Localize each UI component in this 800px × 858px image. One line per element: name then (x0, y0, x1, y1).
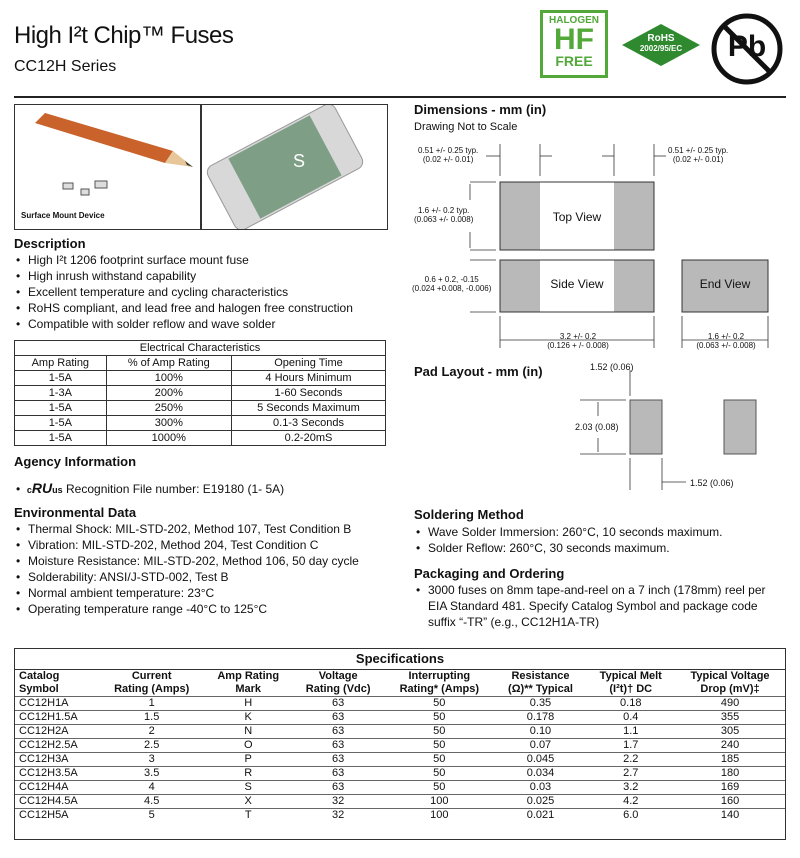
column-header: Catalog Symbol (19, 670, 60, 695)
spec-cell: CC12H4A (15, 781, 99, 795)
header-divider (14, 96, 786, 98)
description-heading: Description (14, 236, 86, 251)
spec-cell: 2.2 (586, 753, 675, 767)
specifications-box (14, 648, 786, 840)
length-dimension (540, 332, 616, 350)
spec-cell: 100 (384, 795, 494, 809)
table-row (15, 371, 386, 386)
column-header: Resistance (Ω)** Typical (508, 670, 573, 695)
spec-cell: 2.7 (586, 767, 675, 781)
spec-cell: 100 (384, 809, 494, 823)
environmental-list (14, 521, 404, 617)
column-header: Typical Melt (I²t)† DC (599, 670, 662, 695)
spec-cell: 355 (675, 711, 785, 725)
cell: 1-5A (15, 371, 107, 386)
agency-heading: Agency Information (14, 454, 137, 469)
dimension-text: 0.51 +/- 0.25 typ. (418, 146, 479, 155)
cell: 1-60 Seconds (231, 386, 385, 401)
cell: 4 Hours Minimum (231, 371, 385, 386)
ul-us-mark: us (52, 485, 63, 495)
spec-cell: 50 (384, 767, 494, 781)
spec-cell: 1.5 (99, 711, 204, 725)
spec-cell: S (204, 781, 292, 795)
environmental-item: • Operating temperature range -40°C to 125°C (14, 601, 404, 617)
spec-cell: 32 (292, 809, 384, 823)
column-header: Interrupting Rating* (Amps) (399, 670, 480, 695)
end-dimension (688, 332, 764, 350)
spec-cell: 63 (292, 725, 384, 739)
cell: 1-5A (15, 401, 107, 416)
table-row (15, 781, 785, 795)
table-row (15, 809, 785, 823)
description-item: • High I²t 1206 footprint surface mount fuse (14, 252, 394, 268)
spec-cell: 3.2 (586, 781, 675, 795)
description-item: • Compatible with solder reflow and wave solder (14, 316, 394, 332)
spec-cell: 63 (292, 697, 384, 711)
ul-c-mark: c (26, 485, 32, 495)
spec-cell: 4.2 (586, 795, 675, 809)
spec-cell: 0.35 (495, 697, 587, 711)
halogen-free-logo (540, 10, 608, 78)
electrical-table-title: Electrical Characteristics (15, 341, 386, 356)
description-item: • High inrush withstand capability (14, 268, 394, 284)
series-name: CC12H Series (14, 58, 117, 75)
end-view-label: End View (699, 277, 751, 291)
spec-cell: 160 (675, 795, 785, 809)
column-header: Amp Rating (15, 356, 107, 371)
spec-cell: 63 (292, 739, 384, 753)
spec-cell: 185 (675, 753, 785, 767)
table-row (15, 753, 785, 767)
description-list (14, 252, 394, 332)
halogen-label: HALOGEN (549, 15, 599, 26)
spec-cell: 0.18 (586, 697, 675, 711)
photo-caption: Surface Mount Device (21, 211, 105, 220)
bullet-icon: • (16, 482, 24, 496)
spec-cell: 0.021 (495, 809, 587, 823)
top-view-label: Top View (552, 210, 602, 224)
cap-dimension-left (418, 146, 478, 164)
spec-cell: 50 (384, 781, 494, 795)
spec-cell: 63 (292, 753, 384, 767)
rohs-logo (620, 22, 702, 68)
spec-cell: 240 (675, 739, 785, 753)
dimension-text: (0.063 +/- 0.008) (696, 341, 756, 350)
spec-cell: 3.5 (99, 767, 204, 781)
cell: 1-3A (15, 386, 107, 401)
column-header: % of Amp Rating (106, 356, 231, 371)
spec-cell: R (204, 767, 292, 781)
spec-cell: 2.5 (99, 739, 204, 753)
spec-cell: 0.03 (495, 781, 587, 795)
spec-cell: CC12H3A (15, 753, 99, 767)
hf-label: HF (554, 23, 594, 56)
pad-layout-heading: Pad Layout - mm (in) (414, 364, 543, 379)
cell: 100% (106, 371, 231, 386)
pad-height-dimension: 2.03 (0.08) (575, 422, 619, 432)
cell: 0.1-3 Seconds (231, 416, 385, 431)
cell: 250% (106, 401, 231, 416)
column-header: Typical Voltage Drop (mV)‡ (690, 670, 770, 695)
table-row (15, 416, 386, 431)
spec-cell: 0.4 (586, 711, 675, 725)
spec-cell: 180 (675, 767, 785, 781)
environmental-item: • Vibration: MIL-STD-202, Method 204, Test Condition C (14, 537, 404, 553)
spec-cell: 169 (675, 781, 785, 795)
spec-cell: X (204, 795, 292, 809)
dimensions-heading: Dimensions - mm (in) (414, 102, 547, 117)
table-row (15, 711, 785, 725)
table-row (15, 401, 386, 416)
cell: 1000% (106, 431, 231, 446)
spec-cell: T (204, 809, 292, 823)
spec-cell: 50 (384, 725, 494, 739)
cell: 300% (106, 416, 231, 431)
spec-cell: 5 (99, 809, 204, 823)
pad-gap-dimension: 1.52 (0.06) (590, 362, 634, 372)
description-item: • RoHS compliant, and lead free and halogen free construction (14, 300, 394, 316)
pb-label: Pb (727, 30, 767, 63)
spec-cell: 0.178 (495, 711, 587, 725)
spec-cell: H (204, 697, 292, 711)
packaging-item: • 3000 fuses on 8mm tape-and-reel on a 7 inch (178mm) reel per EIA Standard 481. Specify Catalog Symbol and package code suffix “-TR” (e.g., CC12H1A-TR) (414, 582, 784, 630)
spec-cell: CC12H1A (15, 697, 99, 711)
environmental-item: • Moisture Resistance: MIL-STD-202, Method 106, 50 day cycle (14, 553, 404, 569)
spec-cell: CC12H3.5A (15, 767, 99, 781)
table-row (15, 725, 785, 739)
spec-cell: CC12H1.5A (15, 711, 99, 725)
spec-cell: 1 (99, 697, 204, 711)
packaging-list (414, 582, 784, 630)
spec-cell: 3 (99, 753, 204, 767)
spec-cell: CC12H5A (15, 809, 99, 823)
soldering-item: • Wave Solder Immersion: 260°C, 10 seconds maximum. (414, 524, 794, 540)
column-header: Voltage Rating (Vdc) (305, 670, 371, 695)
chip-marking: S (293, 151, 306, 171)
table-row (15, 386, 386, 401)
specifications-title: Specifications (15, 649, 785, 670)
spec-cell: 490 (675, 697, 785, 711)
dimension-text: 0.51 +/- 0.25 typ. (668, 146, 729, 155)
table-row (15, 697, 785, 711)
pad-width-dimension: 1.52 (0.06) (690, 478, 734, 488)
dimension-text: 0.6 + 0.2, -0.15 (424, 275, 479, 284)
cap-dimension-right (668, 146, 728, 164)
environmental-item: • Solderability: ANSI/J-STD-002, Test B (14, 569, 404, 585)
spec-cell: 305 (675, 725, 785, 739)
spec-cell: 0.045 (495, 753, 587, 767)
spec-cell: 140 (675, 809, 785, 823)
spec-cell: 50 (384, 711, 494, 725)
specifications-table (15, 670, 785, 822)
spec-cell: 63 (292, 711, 384, 725)
rohs-directive: 2002/95/EC (639, 44, 683, 53)
spec-cell: 1.7 (586, 739, 675, 753)
electrical-characteristics-table (14, 340, 386, 446)
spec-cell: 4 (99, 781, 204, 795)
soldering-list (414, 524, 794, 556)
photo-divider (200, 104, 202, 230)
environmental-item: • Normal ambient temperature: 23°C (14, 585, 404, 601)
cell: 0.2-20mS (231, 431, 385, 446)
table-row (15, 739, 785, 753)
spec-cell: 0.07 (495, 739, 587, 753)
spec-cell: 0.025 (495, 795, 587, 809)
spec-cell: 6.0 (586, 809, 675, 823)
agency-text: Recognition File number: E19180 (1- 5A) (66, 482, 285, 496)
packaging-heading: Packaging and Ordering (414, 566, 565, 581)
dimension-text: (0.02 +/- 0.01) (672, 155, 724, 164)
spec-cell: N (204, 725, 292, 739)
cell: 1-5A (15, 416, 107, 431)
spec-cell: 63 (292, 767, 384, 781)
spec-cell: 50 (384, 739, 494, 753)
spec-cell: 2 (99, 725, 204, 739)
soldering-item: • Solder Reflow: 260°C, 30 seconds maximum. (414, 540, 794, 556)
free-label: FREE (555, 53, 593, 69)
table-row (15, 767, 785, 781)
dimension-text: 1.6 +/- 0.2 typ. (418, 206, 470, 215)
column-header: Amp Rating Mark (217, 670, 280, 695)
spec-cell: CC12H2A (15, 725, 99, 739)
spec-cell: O (204, 739, 292, 753)
spec-cell: K (204, 711, 292, 725)
spec-cell: 1.1 (586, 725, 675, 739)
cell: 200% (106, 386, 231, 401)
table-row (15, 431, 386, 446)
side-view-label: Side View (550, 277, 604, 291)
spec-cell: 50 (384, 753, 494, 767)
width-dimension (414, 206, 473, 224)
spec-cell: 32 (292, 795, 384, 809)
spec-cell: 0.10 (495, 725, 587, 739)
dimension-text: 1.6 +/- 0.2 (707, 332, 745, 341)
ul-recognized-logo: RU (31, 480, 53, 496)
spec-cell: 0.034 (495, 767, 587, 781)
cell: 5 Seconds Maximum (231, 401, 385, 416)
spec-cell: 4.5 (99, 795, 204, 809)
dimension-text: (0.024 +0.008, -0.006) (412, 284, 492, 293)
dimensions-note: Drawing Not to Scale (414, 121, 518, 133)
page-title: High I²t Chip™ Fuses (14, 22, 234, 49)
dimension-text: (0.02 +/- 0.01) (422, 155, 474, 164)
description-item: • Excellent temperature and cycling characteristics (14, 284, 394, 300)
lead-free-logo (710, 12, 784, 86)
column-header: Current Rating (Amps) (114, 670, 190, 695)
spec-cell: CC12H2.5A (15, 739, 99, 753)
agency-line (16, 480, 284, 496)
soldering-heading: Soldering Method (414, 507, 524, 522)
spec-cell: 50 (384, 697, 494, 711)
rohs-label: RoHS (647, 33, 675, 44)
cell: 1-5A (15, 431, 107, 446)
spec-cell: P (204, 753, 292, 767)
height-dimension (412, 275, 491, 293)
dimension-text: (0.063 +/- 0.008) (414, 215, 474, 224)
column-header: Opening Time (231, 356, 385, 371)
environmental-heading: Environmental Data (14, 505, 137, 520)
spec-cell: 63 (292, 781, 384, 795)
table-row (15, 795, 785, 809)
environmental-item: • Thermal Shock: MIL-STD-202, Method 107, Test Condition B (14, 521, 404, 537)
spec-cell: CC12H4.5A (15, 795, 99, 809)
dimension-text: 3.2 +/- 0.2 (559, 332, 597, 341)
dimension-text: (0.126 + /- 0.008) (547, 341, 609, 350)
